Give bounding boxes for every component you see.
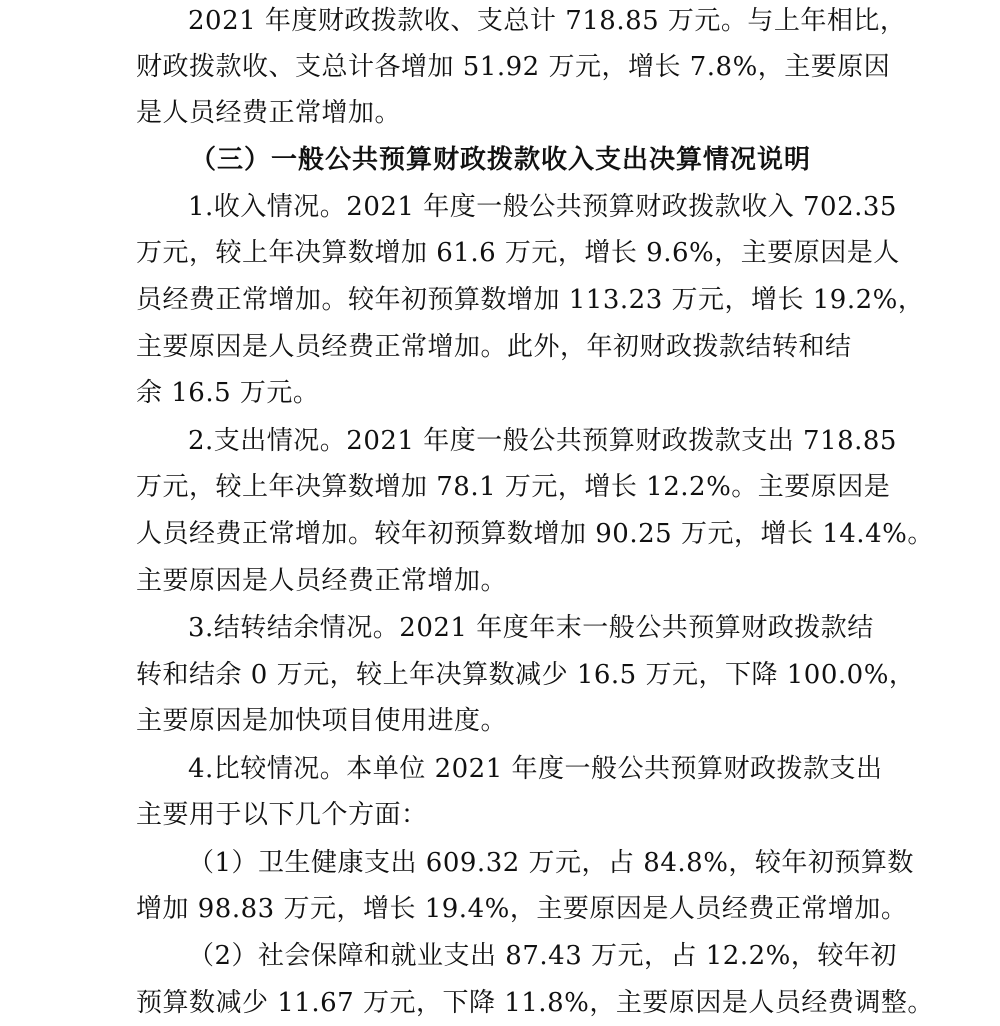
paragraph-line: 2.支出情况。2021 年度一般公共预算财政拨款支出 718.85 [188,426,897,456]
list-item-line: （2）社会保障和就业支出 87.43 万元，占 12.2%，较年初 [188,941,897,971]
paragraph-line: 主要原因是人员经费正常增加。此外，年初财政拨款结转和结 [136,332,852,362]
paragraph-line: 人员经费正常增加。较年初预算数增加 90.25 万元，增长 14.4%。 [136,519,934,549]
paragraph-line: 1.收入情况。2021 年度一般公共预算财政拨款收入 702.35 [188,192,897,222]
paragraph-line: 转和结余 0 万元，较上年决算数减少 16.5 万元，下降 100.0%， [136,660,916,690]
paragraph-line: 员经费正常增加。较年初预算数增加 113.23 万元，增长 19.2%， [136,285,925,315]
list-item-line: （1）卫生健康支出 609.32 万元，占 84.8%，较年初预算数 [188,848,914,878]
paragraph-line: 是人员经费正常增加。 [136,98,402,128]
paragraph-line: 财政拨款收、支总计各增加 51.92 万元，增长 7.8%，主要原因 [136,52,891,82]
paragraph-line: 万元，较上年决算数增加 78.1 万元，增长 12.2%。主要原因是 [136,472,891,502]
list-item-line: 增加 98.83 万元，增长 19.4%，主要原因是人员经费正常增加。 [136,894,908,924]
section-heading: （三）一般公共预算财政拨款收入支出决算情况说明 [190,145,812,175]
paragraph-line: 2021 年度财政拨款收、支总计 718.85 万元。与上年相比， [188,6,907,36]
paragraph-line: 主要原因是加快项目使用进度。 [136,706,508,736]
paragraph-line: 4.比较情况。本单位 2021 年度一般公共预算财政拨款支出 [188,754,883,784]
list-item-line: 预算数减少 11.67 万元，下降 11.8%，主要原因是人员经费调整。 [136,988,934,1018]
paragraph-line: 万元，较上年决算数增加 61.6 万元，增长 9.6%，主要原因是人 [136,238,900,268]
paragraph-line: 余 16.5 万元。 [136,378,320,408]
paragraph-line: 主要原因是人员经费正常增加。 [136,566,508,596]
paragraph-line: 主要用于以下几个方面： [136,800,428,830]
paragraph-line: 3.结转结余情况。2021 年度年末一般公共预算财政拨款结 [188,613,874,643]
